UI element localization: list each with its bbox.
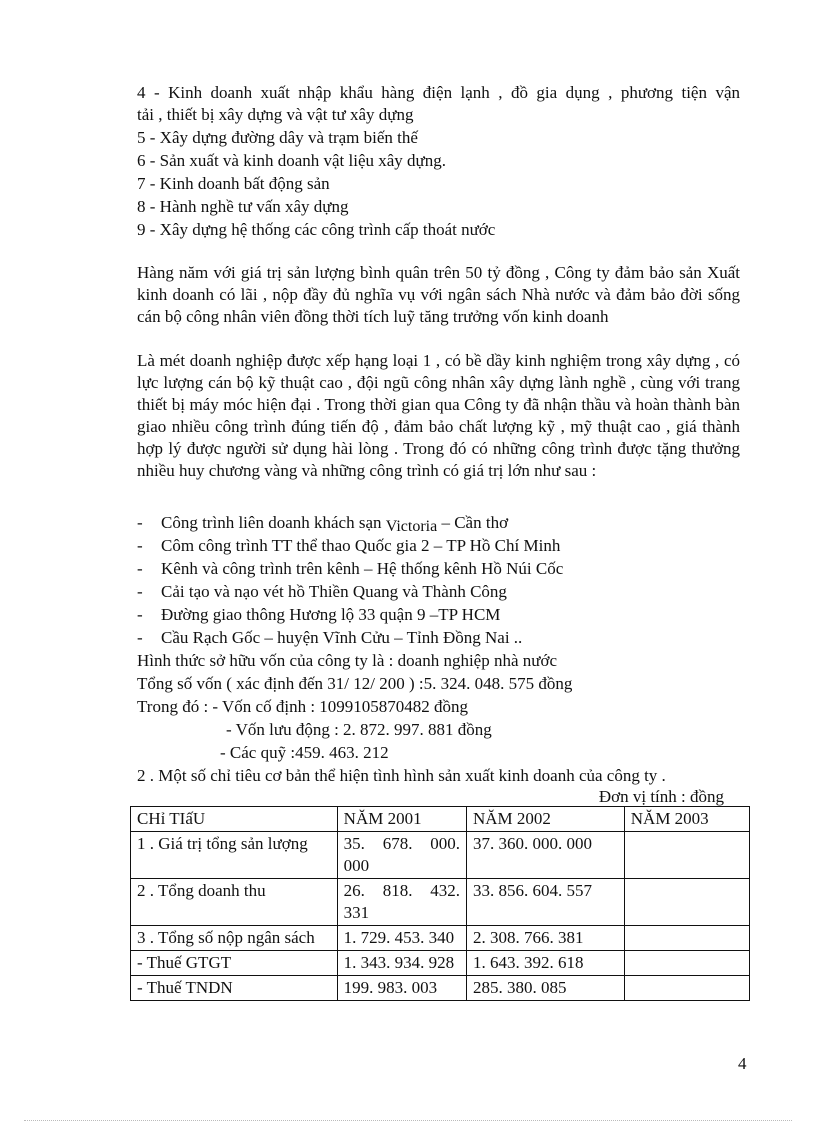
table-row (131, 926, 750, 951)
table-row (131, 879, 750, 926)
section-heading: 2 . Một số chỉ tiêu cơ bản thể hiện tình hình sản xuất kinh doanh của công ty . (137, 766, 666, 785)
capital-funds-line: - Các quỹ :459. 463. 212 (220, 743, 389, 762)
project-item (137, 558, 563, 580)
bullet-dash: - (137, 605, 143, 624)
table-cell (624, 951, 749, 976)
capital-total-line: Tổng số vốn ( xác định đến 31/ 12/ 200 ) :5. 324. 048. 575 đồng (137, 674, 573, 693)
table-cell: 35. 678. 000. 000 (337, 832, 466, 879)
indicators-table (130, 806, 750, 1001)
table-cell: 2. 308. 766. 381 (466, 926, 624, 951)
project-text: Cầu Rạch Gốc – huyện Vĩnh Cửu – Tỉnh Đồng Nai .. (161, 628, 523, 647)
list-item-6: 6 - Sản xuất và kinh doanh vật liệu xây dựng. (137, 151, 447, 170)
table-cell (624, 832, 749, 879)
table-cell (624, 879, 749, 926)
table-cell: 26. 818. 432. 331 (337, 879, 466, 926)
project-item (137, 604, 500, 626)
project-text: Kênh và công trình trên kênh – Hệ thống kênh Hồ Núi Cốc (161, 559, 564, 578)
bullet-dash: - (137, 582, 143, 601)
table-cell: - Thuế TNDN (131, 976, 338, 1001)
table-header-cell: CHỉ TIấU (131, 807, 338, 832)
project-text: Cải tạo và nạo vét hồ Thiền Quang và Thành Công (161, 582, 507, 601)
project-item (137, 581, 507, 603)
table-cell: 1 . Giá trị tổng sản lượng (131, 832, 338, 879)
project-text-end: – Cần thơ (437, 513, 509, 532)
table-cell: 1. 343. 934. 928 (337, 951, 466, 976)
project-text: Đường giao thông Hương lộ 33 quận 9 –TP HCM (161, 605, 501, 624)
table-header-row (131, 807, 750, 832)
list-item-5: 5 - Xây dựng đường dây và trạm biến thế (137, 128, 418, 147)
ownership-line: Hình thức sở hữu vốn của công ty là : doanh nghiệp nhà nước (137, 651, 558, 670)
table-cell: 2 . Tổng doanh thu (131, 879, 338, 926)
capital-working-line: - Vốn lưu động : 2. 872. 997. 881 đồng (226, 720, 492, 739)
paragraph-experience: Là mét doanh nghiệp được xếp hạng loại 1 , có bề dầy kinh nghiệm trong xây dựng , có lực lượng cán bộ kỹ thuật cao , đội ngũ công nhân xây dựng lành nghề , cùng với trang thiết bị máy móc hiện đại . Trong thời gian qua Công ty đã nhận thầu và hoàn thành bàn giao nhiều công trình đúng tiến độ , đảm bảo chất lượng kỹ , mỹ thuật cao , giá thành hợp lý được người sử dụng hài lòng . Trong đó có những công trình được tặng thưởng nhiều huy chương vàng và những công trình có giá trị lớn như sau : (137, 351, 740, 480)
bullet-dash: - (137, 628, 143, 647)
bullet-dash: - (137, 559, 143, 578)
list-item-8: 8 - Hành nghề tư vấn xây dựng (137, 197, 349, 216)
list-item-4: 4 - Kinh doanh xuất nhập khẩu hàng điện lạnh , đồ gia dụng , phương tiện vận (137, 83, 740, 102)
capital-fixed-line: Trong đó : - Vốn cố định : 1099105870482 đồng (137, 697, 469, 716)
table-row (131, 832, 750, 879)
paragraph-revenue: Hàng năm với giá trị sản lượng bình quân trên 50 tỷ đồng , Công ty đảm bảo sản Xuất kinh doanh có lãi , nộp đầy đủ nghĩa vụ với ngân sách Nhà nước và đảm bảo đời sống cán bộ công nhân viên đồng thời tích luỹ tăng trưởng vốn kinh doanh (137, 263, 740, 326)
table-cell: 3 . Tổng số nộp ngân sách (131, 926, 338, 951)
project-item (137, 512, 508, 535)
table-cell: 33. 856. 604. 557 (466, 879, 624, 926)
table-cell: 199. 983. 003 (337, 976, 466, 1001)
table-cell: 1. 729. 453. 340 (337, 926, 466, 951)
bullet-dash: - (137, 536, 143, 555)
table-cell: 1. 643. 392. 618 (466, 951, 624, 976)
table-cell (624, 976, 749, 1001)
table-cell: - Thuế GTGT (131, 951, 338, 976)
project-text: Côm công trình TT thể thao Quốc gia 2 – TP Hồ Chí Minh (161, 536, 561, 555)
unit-label: Đơn vị tính : đồng (598, 787, 724, 806)
table-row (131, 976, 750, 1001)
list-item-4-cont: tải , thiết bị xây dựng và vật tư xây dựng (137, 105, 414, 124)
table-cell: 37. 360. 000. 000 (466, 832, 624, 879)
project-item (137, 535, 560, 557)
list-item-9: 9 - Xây dựng hệ thống các công trình cấp thoát nước (137, 220, 496, 239)
project-item (137, 627, 522, 649)
bullet-dash: - (137, 513, 143, 532)
project-text-victoria: Victoria (385, 518, 438, 535)
table-cell (624, 926, 749, 951)
table-header-cell: NĂM 2002 (466, 807, 624, 832)
page-number: 4 (738, 1054, 747, 1073)
table-cell: 285. 380. 085 (466, 976, 624, 1001)
footer-divider (24, 1120, 792, 1121)
table-header-cell: NĂM 2003 (624, 807, 749, 832)
table-row (131, 951, 750, 976)
list-item-7: 7 - Kinh doanh bất động sản (137, 174, 330, 193)
table-header-cell: NĂM 2001 (337, 807, 466, 832)
project-text: Công trình liên doanh khách sạn (161, 513, 382, 532)
